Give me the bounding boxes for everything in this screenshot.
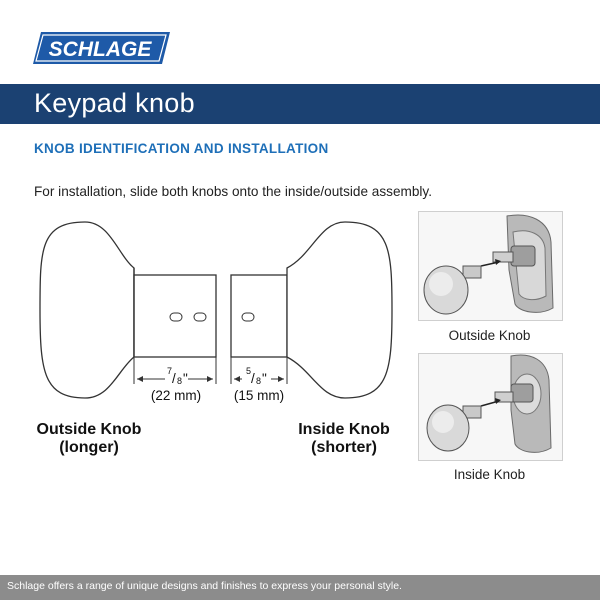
svg-text:/: / (172, 371, 176, 386)
outside-dim-mm: (22 mm) (150, 388, 202, 403)
inside-dim-denominator: 8 (256, 376, 262, 386)
outside-knob-caption: Outside Knob (448, 328, 531, 343)
inside-knob-shape (287, 222, 392, 398)
section-heading: KNOB IDENTIFICATION AND INSTALLATION (34, 141, 329, 156)
page-title: Keypad knob (34, 88, 195, 118)
title-banner (0, 84, 600, 124)
logo-wordmark: SCHLAGE (48, 38, 152, 61)
footer-text: Schlage offers a range of unique designs and finishes to express your personal style. (7, 580, 402, 592)
footer-bar (0, 575, 600, 600)
inside-dim-inch: " (262, 371, 267, 386)
inside-knob-subtitle: (shorter) (311, 439, 377, 456)
inside-dim-mm: (15 mm) (233, 388, 285, 403)
outside-dim-denominator: 8 (177, 376, 183, 386)
outside-knob-subtitle: (longer) (59, 439, 119, 456)
schlage-logo (33, 30, 170, 66)
installation-instruction: For installation, slide both knobs onto the inside/outside assembly. (34, 184, 432, 199)
inside-knob-label (282, 421, 406, 457)
outside-dim-numerator: 7 (167, 366, 173, 376)
svg-text:/: / (251, 371, 255, 386)
outside-knob-label (24, 421, 154, 457)
outside-knob-shape (40, 222, 134, 398)
outside-knob-shank (134, 275, 216, 357)
inside-knob-photo (418, 353, 563, 461)
inside-knob-caption: Inside Knob (453, 467, 526, 482)
outside-knob-photo (418, 211, 563, 321)
outside-dim-inch: " (183, 371, 188, 386)
inside-knob-title: Inside Knob (298, 421, 390, 438)
outside-knob-title: Outside Knob (36, 421, 142, 438)
inside-dim-numerator: 5 (246, 366, 252, 376)
inside-knob-shank (231, 275, 287, 357)
